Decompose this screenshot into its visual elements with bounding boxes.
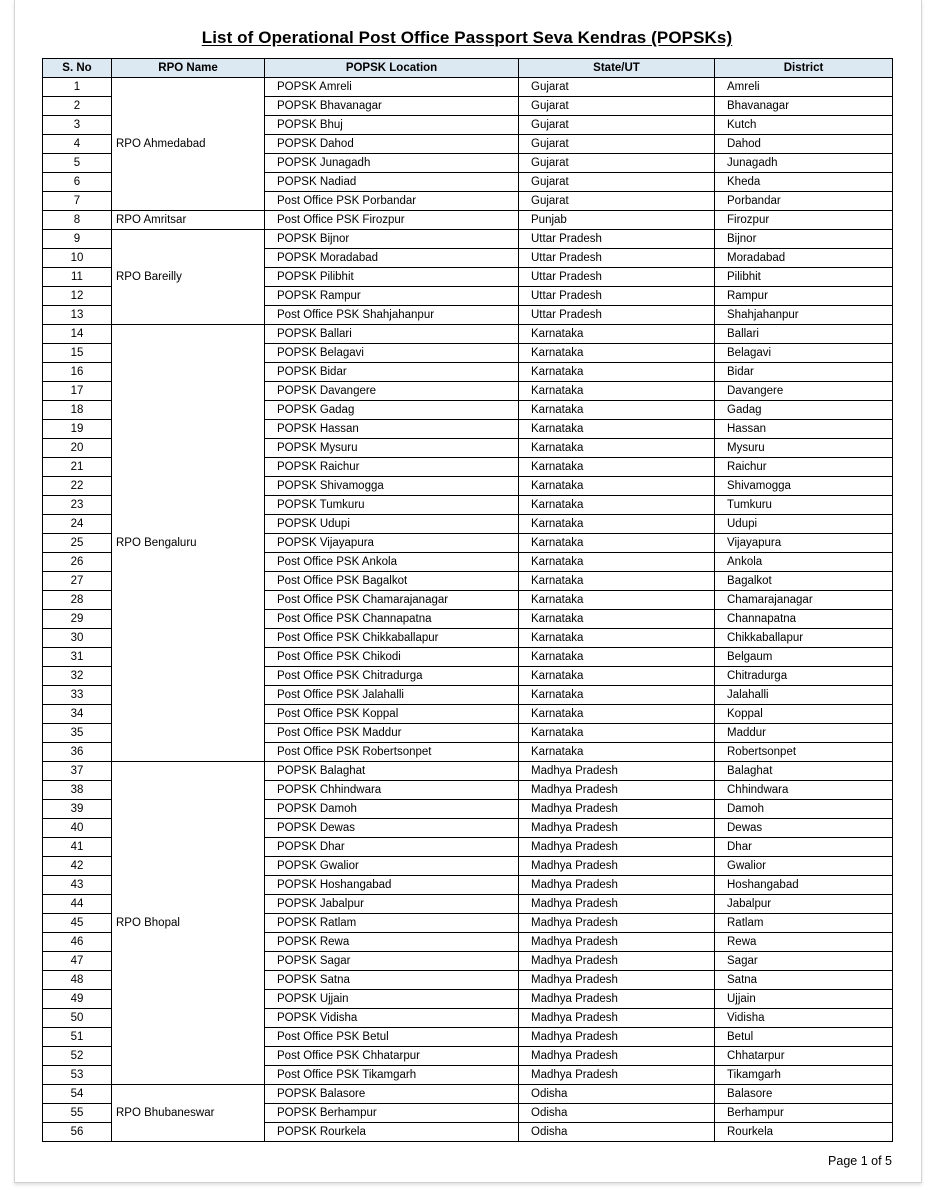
cell-state-ut: Madhya Pradesh	[519, 857, 715, 876]
cell-district: Tumkuru	[715, 496, 893, 515]
cell-popsk-location: Post Office PSK Koppal	[265, 705, 519, 724]
cell-district: Pilibhit	[715, 268, 893, 287]
cell-sno: 10	[43, 249, 112, 268]
cell-popsk-location: Post Office PSK Chamarajanagar	[265, 591, 519, 610]
cell-state-ut: Madhya Pradesh	[519, 1066, 715, 1085]
cell-popsk-location: POPSK Bijnor	[265, 230, 519, 249]
cell-state-ut: Karnataka	[519, 515, 715, 534]
cell-popsk-location: Post Office PSK Firozpur	[265, 211, 519, 230]
cell-district: Betul	[715, 1028, 893, 1047]
cell-popsk-location: POPSK Belagavi	[265, 344, 519, 363]
cell-district: Raichur	[715, 458, 893, 477]
cell-popsk-location: POPSK Shivamogga	[265, 477, 519, 496]
cell-state-ut: Madhya Pradesh	[519, 933, 715, 952]
cell-district: Balaghat	[715, 762, 893, 781]
cell-sno: 39	[43, 800, 112, 819]
cell-district: Moradabad	[715, 249, 893, 268]
cell-district: Vidisha	[715, 1009, 893, 1028]
cell-popsk-location: Post Office PSK Porbandar	[265, 192, 519, 211]
cell-sno: 14	[43, 325, 112, 344]
cell-state-ut: Karnataka	[519, 591, 715, 610]
cell-sno: 54	[43, 1085, 112, 1104]
cell-popsk-location: POPSK Jabalpur	[265, 895, 519, 914]
cell-rpo-name: RPO Ahmedabad	[112, 78, 265, 211]
cell-sno: 27	[43, 572, 112, 591]
table-row	[43, 211, 893, 230]
cell-district: Damoh	[715, 800, 893, 819]
cell-district: Jalahalli	[715, 686, 893, 705]
cell-sno: 23	[43, 496, 112, 515]
cell-state-ut: Uttar Pradesh	[519, 287, 715, 306]
header-sno: S. No	[43, 59, 112, 78]
cell-rpo-name: RPO Bengaluru	[112, 325, 265, 762]
cell-district: Ankola	[715, 553, 893, 572]
cell-popsk-location: POPSK Vidisha	[265, 1009, 519, 1028]
page-number: Page 1 of 5	[828, 1154, 892, 1168]
cell-district: Dhar	[715, 838, 893, 857]
document-title: List of Operational Post Office Passport Seva Kendras (POPSKs)	[201, 28, 733, 47]
cell-sno: 5	[43, 154, 112, 173]
cell-district: Porbandar	[715, 192, 893, 211]
cell-popsk-location: POPSK Bhavanagar	[265, 97, 519, 116]
cell-state-ut: Gujarat	[519, 116, 715, 135]
cell-state-ut: Karnataka	[519, 344, 715, 363]
cell-state-ut: Madhya Pradesh	[519, 838, 715, 857]
cell-district: Firozpur	[715, 211, 893, 230]
cell-sno: 36	[43, 743, 112, 762]
cell-rpo-name: RPO Bhopal	[112, 762, 265, 1085]
cell-popsk-location: POPSK Vijayapura	[265, 534, 519, 553]
cell-district: Berhampur	[715, 1104, 893, 1123]
cell-district: Bhavanagar	[715, 97, 893, 116]
cell-rpo-name: RPO Bhubaneswar	[112, 1085, 265, 1142]
cell-sno: 31	[43, 648, 112, 667]
cell-district: Shivamogga	[715, 477, 893, 496]
table-row	[43, 230, 893, 249]
cell-state-ut: Odisha	[519, 1085, 715, 1104]
cell-state-ut: Madhya Pradesh	[519, 876, 715, 895]
cell-district: Chikkaballapur	[715, 629, 893, 648]
cell-sno: 53	[43, 1066, 112, 1085]
cell-sno: 11	[43, 268, 112, 287]
cell-state-ut: Madhya Pradesh	[519, 819, 715, 838]
cell-state-ut: Madhya Pradesh	[519, 990, 715, 1009]
cell-sno: 40	[43, 819, 112, 838]
cell-sno: 46	[43, 933, 112, 952]
cell-popsk-location: Post Office PSK Bagalkot	[265, 572, 519, 591]
cell-popsk-location: POPSK Gadag	[265, 401, 519, 420]
cell-popsk-location: POPSK Berhampur	[265, 1104, 519, 1123]
cell-district: Hoshangabad	[715, 876, 893, 895]
cell-sno: 55	[43, 1104, 112, 1123]
cell-popsk-location: Post Office PSK Jalahalli	[265, 686, 519, 705]
cell-district: Amreli	[715, 78, 893, 97]
cell-sno: 26	[43, 553, 112, 572]
cell-district: Belagavi	[715, 344, 893, 363]
cell-sno: 43	[43, 876, 112, 895]
cell-popsk-location: POPSK Ratlam	[265, 914, 519, 933]
cell-popsk-location: POPSK Ujjain	[265, 990, 519, 1009]
cell-popsk-location: POPSK Mysuru	[265, 439, 519, 458]
cell-popsk-location: Post Office PSK Chitradurga	[265, 667, 519, 686]
cell-popsk-location: POPSK Dewas	[265, 819, 519, 838]
cell-state-ut: Punjab	[519, 211, 715, 230]
cell-district: Dahod	[715, 135, 893, 154]
cell-popsk-location: POPSK Bhuj	[265, 116, 519, 135]
cell-sno: 30	[43, 629, 112, 648]
cell-popsk-location: POPSK Satna	[265, 971, 519, 990]
table-row	[43, 1085, 893, 1104]
cell-popsk-location: POPSK Bidar	[265, 363, 519, 382]
cell-popsk-location: POPSK Amreli	[265, 78, 519, 97]
cell-state-ut: Karnataka	[519, 363, 715, 382]
cell-district: Satna	[715, 971, 893, 990]
cell-sno: 22	[43, 477, 112, 496]
cell-sno: 8	[43, 211, 112, 230]
cell-sno: 4	[43, 135, 112, 154]
cell-state-ut: Karnataka	[519, 496, 715, 515]
cell-sno: 16	[43, 363, 112, 382]
cell-district: Rourkela	[715, 1123, 893, 1142]
table-header	[43, 59, 893, 78]
cell-sno: 41	[43, 838, 112, 857]
cell-state-ut: Karnataka	[519, 686, 715, 705]
cell-state-ut: Karnataka	[519, 705, 715, 724]
cell-sno: 49	[43, 990, 112, 1009]
cell-sno: 34	[43, 705, 112, 724]
cell-popsk-location: POPSK Damoh	[265, 800, 519, 819]
cell-district: Vijayapura	[715, 534, 893, 553]
cell-sno: 33	[43, 686, 112, 705]
cell-district: Tikamgarh	[715, 1066, 893, 1085]
cell-sno: 50	[43, 1009, 112, 1028]
cell-sno: 2	[43, 97, 112, 116]
cell-sno: 19	[43, 420, 112, 439]
cell-popsk-location: POPSK Dahod	[265, 135, 519, 154]
cell-district: Chitradurga	[715, 667, 893, 686]
cell-district: Rampur	[715, 287, 893, 306]
table-row	[43, 78, 893, 97]
cell-sno: 17	[43, 382, 112, 401]
cell-state-ut: Madhya Pradesh	[519, 914, 715, 933]
cell-sno: 15	[43, 344, 112, 363]
cell-sno: 42	[43, 857, 112, 876]
cell-sno: 1	[43, 78, 112, 97]
cell-district: Ballari	[715, 325, 893, 344]
cell-state-ut: Karnataka	[519, 724, 715, 743]
header-state-ut: State/UT	[519, 59, 715, 78]
cell-state-ut: Karnataka	[519, 553, 715, 572]
cell-sno: 37	[43, 762, 112, 781]
cell-sno: 45	[43, 914, 112, 933]
cell-sno: 9	[43, 230, 112, 249]
cell-district: Shahjahanpur	[715, 306, 893, 325]
cell-district: Chamarajanagar	[715, 591, 893, 610]
cell-district: Bagalkot	[715, 572, 893, 591]
cell-rpo-name: RPO Bareilly	[112, 230, 265, 325]
cell-sno: 51	[43, 1028, 112, 1047]
cell-sno: 32	[43, 667, 112, 686]
cell-state-ut: Uttar Pradesh	[519, 268, 715, 287]
cell-district: Chhatarpur	[715, 1047, 893, 1066]
cell-state-ut: Madhya Pradesh	[519, 1047, 715, 1066]
cell-district: Udupi	[715, 515, 893, 534]
cell-state-ut: Madhya Pradesh	[519, 895, 715, 914]
cell-district: Sagar	[715, 952, 893, 971]
cell-state-ut: Karnataka	[519, 629, 715, 648]
cell-state-ut: Karnataka	[519, 439, 715, 458]
cell-state-ut: Karnataka	[519, 401, 715, 420]
cell-popsk-location: POPSK Davangere	[265, 382, 519, 401]
header-row	[43, 59, 893, 78]
cell-district: Belgaum	[715, 648, 893, 667]
cell-state-ut: Uttar Pradesh	[519, 230, 715, 249]
cell-popsk-location: Post Office PSK Robertsonpet	[265, 743, 519, 762]
cell-popsk-location: POPSK Gwalior	[265, 857, 519, 876]
cell-state-ut: Karnataka	[519, 667, 715, 686]
cell-popsk-location: Post Office PSK Channapatna	[265, 610, 519, 629]
cell-popsk-location: POPSK Balasore	[265, 1085, 519, 1104]
cell-state-ut: Gujarat	[519, 192, 715, 211]
cell-popsk-location: POPSK Udupi	[265, 515, 519, 534]
cell-popsk-location: Post Office PSK Chhatarpur	[265, 1047, 519, 1066]
popsk-table	[42, 58, 893, 1142]
cell-district: Gwalior	[715, 857, 893, 876]
cell-popsk-location: POPSK Hassan	[265, 420, 519, 439]
cell-state-ut: Karnataka	[519, 420, 715, 439]
cell-state-ut: Madhya Pradesh	[519, 1009, 715, 1028]
cell-popsk-location: POPSK Tumkuru	[265, 496, 519, 515]
cell-rpo-name: RPO Amritsar	[112, 211, 265, 230]
cell-sno: 38	[43, 781, 112, 800]
cell-state-ut: Madhya Pradesh	[519, 800, 715, 819]
cell-popsk-location: POPSK Nadiad	[265, 173, 519, 192]
cell-state-ut: Madhya Pradesh	[519, 1028, 715, 1047]
cell-popsk-location: Post Office PSK Ankola	[265, 553, 519, 572]
cell-state-ut: Karnataka	[519, 648, 715, 667]
table-row	[43, 325, 893, 344]
cell-state-ut: Karnataka	[519, 534, 715, 553]
cell-sno: 12	[43, 287, 112, 306]
cell-popsk-location: POPSK Dhar	[265, 838, 519, 857]
cell-state-ut: Uttar Pradesh	[519, 249, 715, 268]
cell-sno: 47	[43, 952, 112, 971]
cell-district: Ujjain	[715, 990, 893, 1009]
cell-state-ut: Karnataka	[519, 477, 715, 496]
cell-state-ut: Karnataka	[519, 382, 715, 401]
cell-popsk-location: POPSK Moradabad	[265, 249, 519, 268]
cell-popsk-location: POPSK Ballari	[265, 325, 519, 344]
cell-state-ut: Madhya Pradesh	[519, 781, 715, 800]
cell-sno: 24	[43, 515, 112, 534]
cell-district: Mysuru	[715, 439, 893, 458]
cell-popsk-location: Post Office PSK Betul	[265, 1028, 519, 1047]
cell-district: Dewas	[715, 819, 893, 838]
cell-district: Bidar	[715, 363, 893, 382]
cell-popsk-location: Post Office PSK Shahjahanpur	[265, 306, 519, 325]
cell-state-ut: Madhya Pradesh	[519, 971, 715, 990]
cell-state-ut: Gujarat	[519, 154, 715, 173]
cell-state-ut: Karnataka	[519, 458, 715, 477]
cell-district: Rewa	[715, 933, 893, 952]
header-rpo-name: RPO Name	[112, 59, 265, 78]
cell-popsk-location: Post Office PSK Maddur	[265, 724, 519, 743]
cell-state-ut: Gujarat	[519, 97, 715, 116]
cell-district: Channapatna	[715, 610, 893, 629]
cell-sno: 35	[43, 724, 112, 743]
cell-district: Balasore	[715, 1085, 893, 1104]
cell-sno: 25	[43, 534, 112, 553]
cell-district: Ratlam	[715, 914, 893, 933]
cell-popsk-location: Post Office PSK Chikkaballapur	[265, 629, 519, 648]
cell-sno: 20	[43, 439, 112, 458]
cell-sno: 7	[43, 192, 112, 211]
cell-popsk-location: POPSK Rewa	[265, 933, 519, 952]
cell-state-ut: Karnataka	[519, 743, 715, 762]
cell-sno: 6	[43, 173, 112, 192]
cell-sno: 29	[43, 610, 112, 629]
cell-sno: 28	[43, 591, 112, 610]
cell-popsk-location: POPSK Raichur	[265, 458, 519, 477]
cell-district: Jabalpur	[715, 895, 893, 914]
cell-district: Kheda	[715, 173, 893, 192]
cell-district: Koppal	[715, 705, 893, 724]
cell-sno: 56	[43, 1123, 112, 1142]
cell-popsk-location: POPSK Rourkela	[265, 1123, 519, 1142]
cell-popsk-location: Post Office PSK Chikodi	[265, 648, 519, 667]
cell-district: Gadag	[715, 401, 893, 420]
cell-popsk-location: POPSK Pilibhit	[265, 268, 519, 287]
cell-state-ut: Madhya Pradesh	[519, 952, 715, 971]
cell-sno: 21	[43, 458, 112, 477]
cell-district: Davangere	[715, 382, 893, 401]
cell-sno: 52	[43, 1047, 112, 1066]
cell-state-ut: Odisha	[519, 1123, 715, 1142]
cell-popsk-location: Post Office PSK Tikamgarh	[265, 1066, 519, 1085]
cell-state-ut: Madhya Pradesh	[519, 762, 715, 781]
cell-sno: 44	[43, 895, 112, 914]
cell-popsk-location: POPSK Sagar	[265, 952, 519, 971]
table-row	[43, 762, 893, 781]
table-body	[43, 78, 893, 1142]
cell-district: Junagadh	[715, 154, 893, 173]
cell-state-ut: Karnataka	[519, 610, 715, 629]
header-popsk-location: POPSK Location	[265, 59, 519, 78]
cell-district: Maddur	[715, 724, 893, 743]
cell-state-ut: Gujarat	[519, 78, 715, 97]
cell-popsk-location: POPSK Hoshangabad	[265, 876, 519, 895]
cell-district: Kutch	[715, 116, 893, 135]
cell-state-ut: Karnataka	[519, 325, 715, 344]
cell-sno: 18	[43, 401, 112, 420]
cell-state-ut: Gujarat	[519, 135, 715, 154]
header-district: District	[715, 59, 893, 78]
cell-state-ut: Odisha	[519, 1104, 715, 1123]
cell-state-ut: Uttar Pradesh	[519, 306, 715, 325]
cell-sno: 3	[43, 116, 112, 135]
cell-popsk-location: POPSK Balaghat	[265, 762, 519, 781]
cell-popsk-location: POPSK Chhindwara	[265, 781, 519, 800]
cell-state-ut: Karnataka	[519, 572, 715, 591]
cell-district: Hassan	[715, 420, 893, 439]
cell-sno: 13	[43, 306, 112, 325]
cell-popsk-location: POPSK Rampur	[265, 287, 519, 306]
cell-sno: 48	[43, 971, 112, 990]
cell-district: Robertsonpet	[715, 743, 893, 762]
cell-popsk-location: POPSK Junagadh	[265, 154, 519, 173]
cell-district: Bijnor	[715, 230, 893, 249]
cell-state-ut: Gujarat	[519, 173, 715, 192]
cell-district: Chhindwara	[715, 781, 893, 800]
